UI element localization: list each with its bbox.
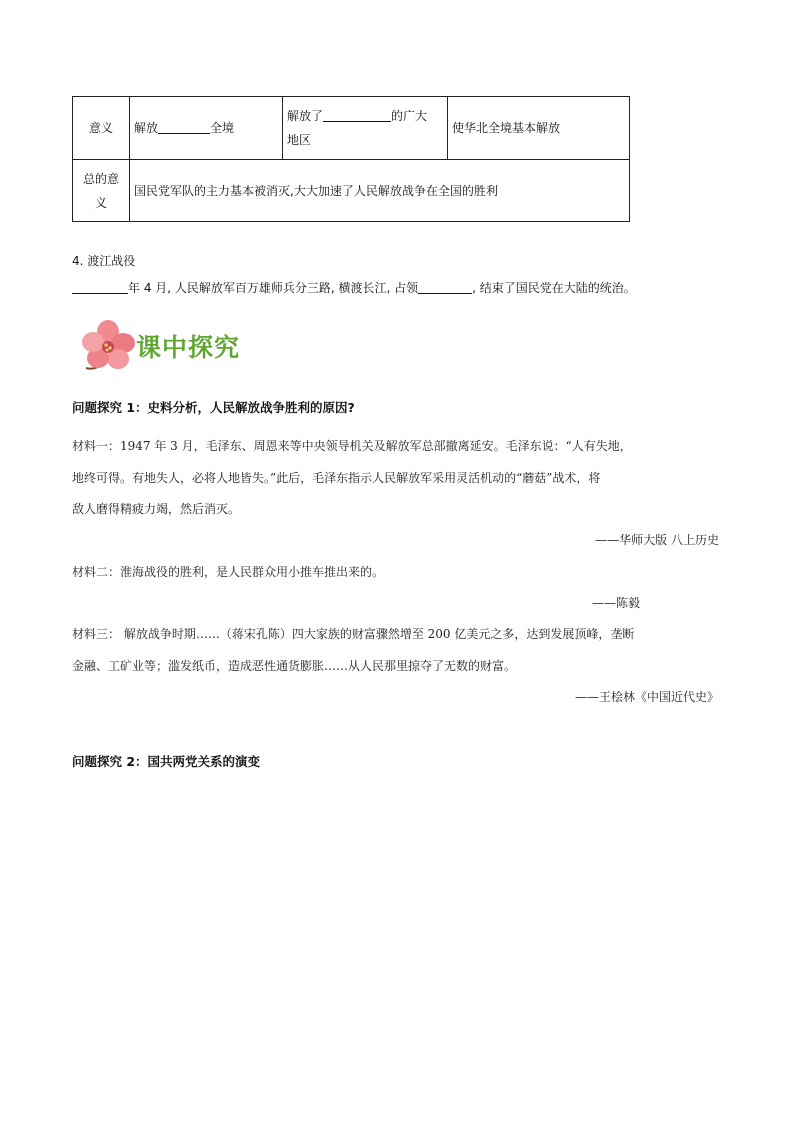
table-cell — [283, 97, 448, 160]
cell-text: 义 — [94, 195, 107, 210]
cell-text: 地区 — [287, 133, 312, 147]
material-2-source: ——陈毅 — [592, 596, 641, 610]
table-cell: 使华北全境基本解放 — [448, 97, 630, 160]
fill-blank[interactable] — [418, 279, 472, 294]
cell-text: 总的意 — [82, 171, 119, 186]
section-banner — [78, 318, 258, 372]
text-span: , 结束了国民党在大陆的统治。 — [472, 281, 636, 295]
inquiry-1-title: 问题探究 1：史料分析，人民解放战争胜利的原因? — [72, 400, 355, 415]
material-1-line-1: 材料一：1947 年 3 月，毛泽东、周恩来等中央领导机关及解放军总部撤离延安。毛泽东说：“人有失地， — [72, 439, 632, 453]
material-3-line-2: 金融、工矿业等；滥发纸币，造成恶性通货膨胀……从人民那里掠夺了无数的财富。 — [72, 659, 517, 673]
cell-text: 全境 — [210, 121, 235, 135]
material-2-line-1: 材料二：淮海战役的胜利，是人民群众用小推车推出来的。 — [72, 565, 385, 579]
row-header-significance: 意义 — [73, 97, 130, 160]
cell-text: 解放了 — [287, 109, 324, 123]
peach-blossom-icon — [78, 318, 138, 374]
text-span: 年 4 月, 人民解放军百万雄师兵分三路, 横渡长江, 占领 — [128, 281, 419, 295]
banner-title: 课中探究 — [136, 333, 241, 362]
table-cell: 国民党军队的主力基本被消灭,大大加速了人民解放战争在全国的胜利 — [130, 160, 630, 222]
table-cell — [130, 97, 283, 160]
fill-blank[interactable] — [323, 107, 391, 122]
fill-blank[interactable] — [72, 279, 128, 294]
material-1-line-2: 地终可得。有地失人，必将人地皆失。”此后，毛泽东指示人民解放军采用灵活机动的“蘑菇”战术，将 — [72, 471, 601, 485]
material-1-line-3: 敌人磨得精疲力竭，然后消灭。 — [72, 502, 241, 516]
cell-text: 的广大 — [391, 109, 428, 123]
table-row — [73, 160, 630, 222]
section-text — [72, 279, 636, 296]
fill-blank[interactable] — [158, 119, 210, 134]
material-3-line-1: 材料三： 解放战争时期……（蒋宋孔陈）四大家族的财富骤然增至 200 亿美元之多，达到发展顶峰，垄断 — [72, 627, 635, 641]
material-1-source: ——华师大版 八上历史 — [595, 533, 719, 547]
inquiry-2-title: 问题探究 2：国共两党关系的演变 — [72, 754, 261, 769]
table-row — [73, 97, 630, 160]
row-header-overall-significance — [73, 160, 130, 222]
material-3-source: ——王桧林《中国近代史》 — [574, 690, 719, 704]
section-title: 4. 渡江战役 — [72, 254, 136, 268]
significance-table — [72, 96, 630, 222]
cell-text: 解放 — [134, 121, 159, 135]
